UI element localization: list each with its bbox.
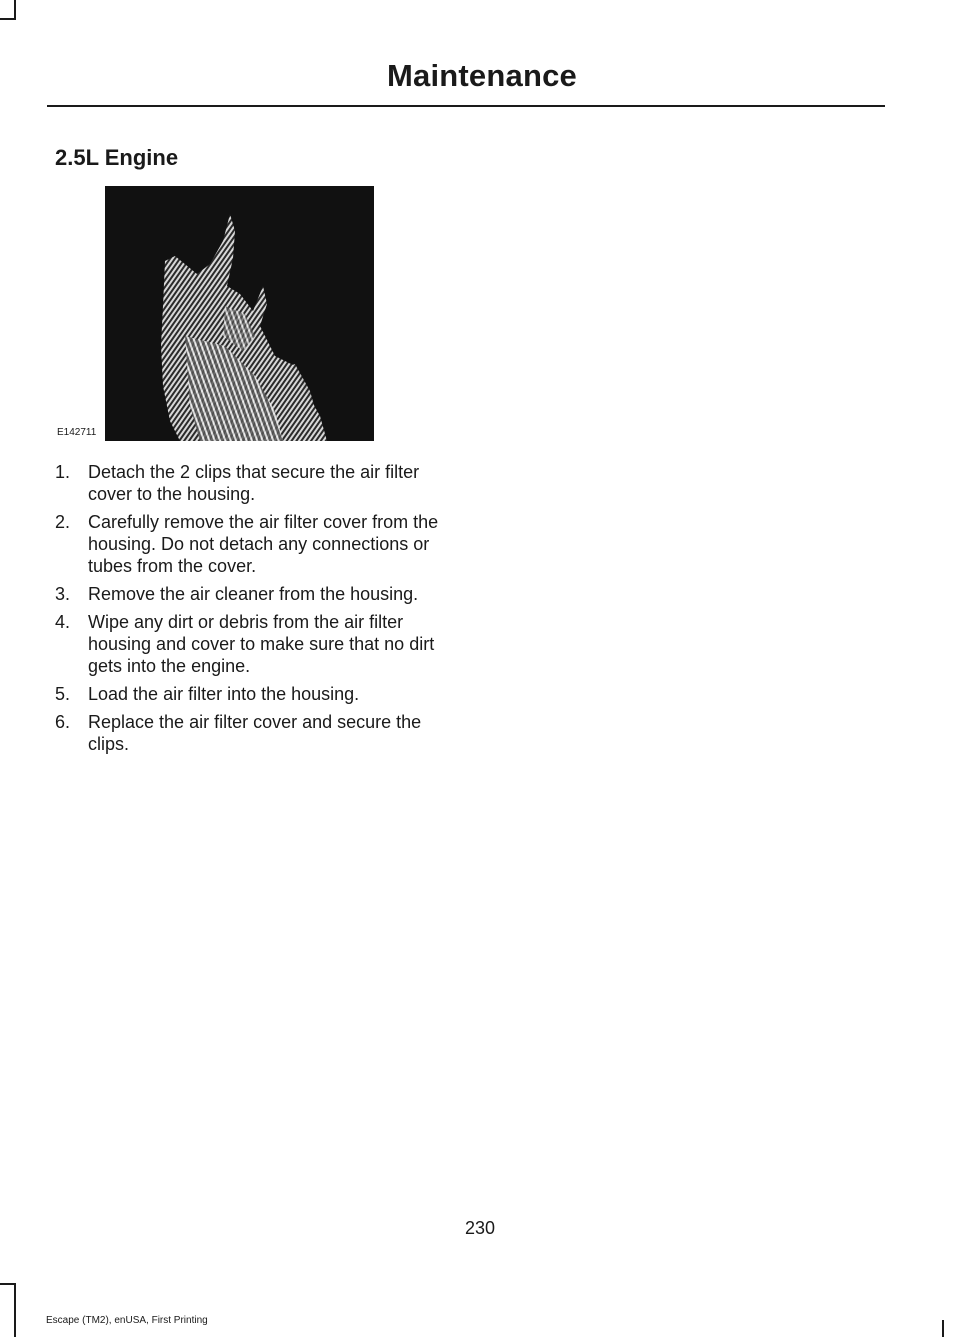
publication-info: Escape (TM2), enUSA, First Printing [46,1315,208,1326]
page-title: Maintenance [387,58,577,93]
procedure-steps [55,461,450,761]
engine-air-filter-illustration [105,186,374,441]
crop-mark-bottom-left-vertical [14,1283,16,1337]
section-heading: 2.5L Engine [55,145,179,170]
step-number: 1. [55,462,71,482]
list-item [55,511,450,577]
engine-air-filter-figure [105,186,374,441]
crop-mark-bottom-left-horizontal [0,1283,16,1285]
list-item [55,461,450,505]
step-text: Remove the air cleaner from the housing. [88,584,419,604]
list-item [55,683,450,705]
step-number: 4. [55,612,71,632]
step-number: 5. [55,684,71,704]
header-divider [47,105,885,107]
crop-mark-top-left-vertical [14,0,16,20]
crop-mark-top-left-horizontal [0,18,16,20]
step-text: Carefully remove the air filter cover from the housing. Do not detach any connections or tubes from the cover. [88,512,439,576]
step-number: 3. [55,584,71,604]
step-number: 6. [55,712,71,732]
step-text: Replace the air filter cover and secure the clips. [88,712,422,754]
step-text: Wipe any dirt or debris from the air filter housing and cover to make sure that no dirt gets into the engine. [88,612,435,676]
crop-mark-bottom-right-vertical [942,1320,944,1337]
step-text: Load the air filter into the housing. [88,684,360,704]
list-item [55,711,450,755]
list-item [55,583,450,605]
step-text: Detach the 2 clips that secure the air filter cover to the housing. [88,462,420,504]
figure-code: E142711 [57,427,97,438]
list-item [55,611,450,677]
page-number: 230 [464,1218,496,1238]
step-number: 2. [55,512,71,532]
